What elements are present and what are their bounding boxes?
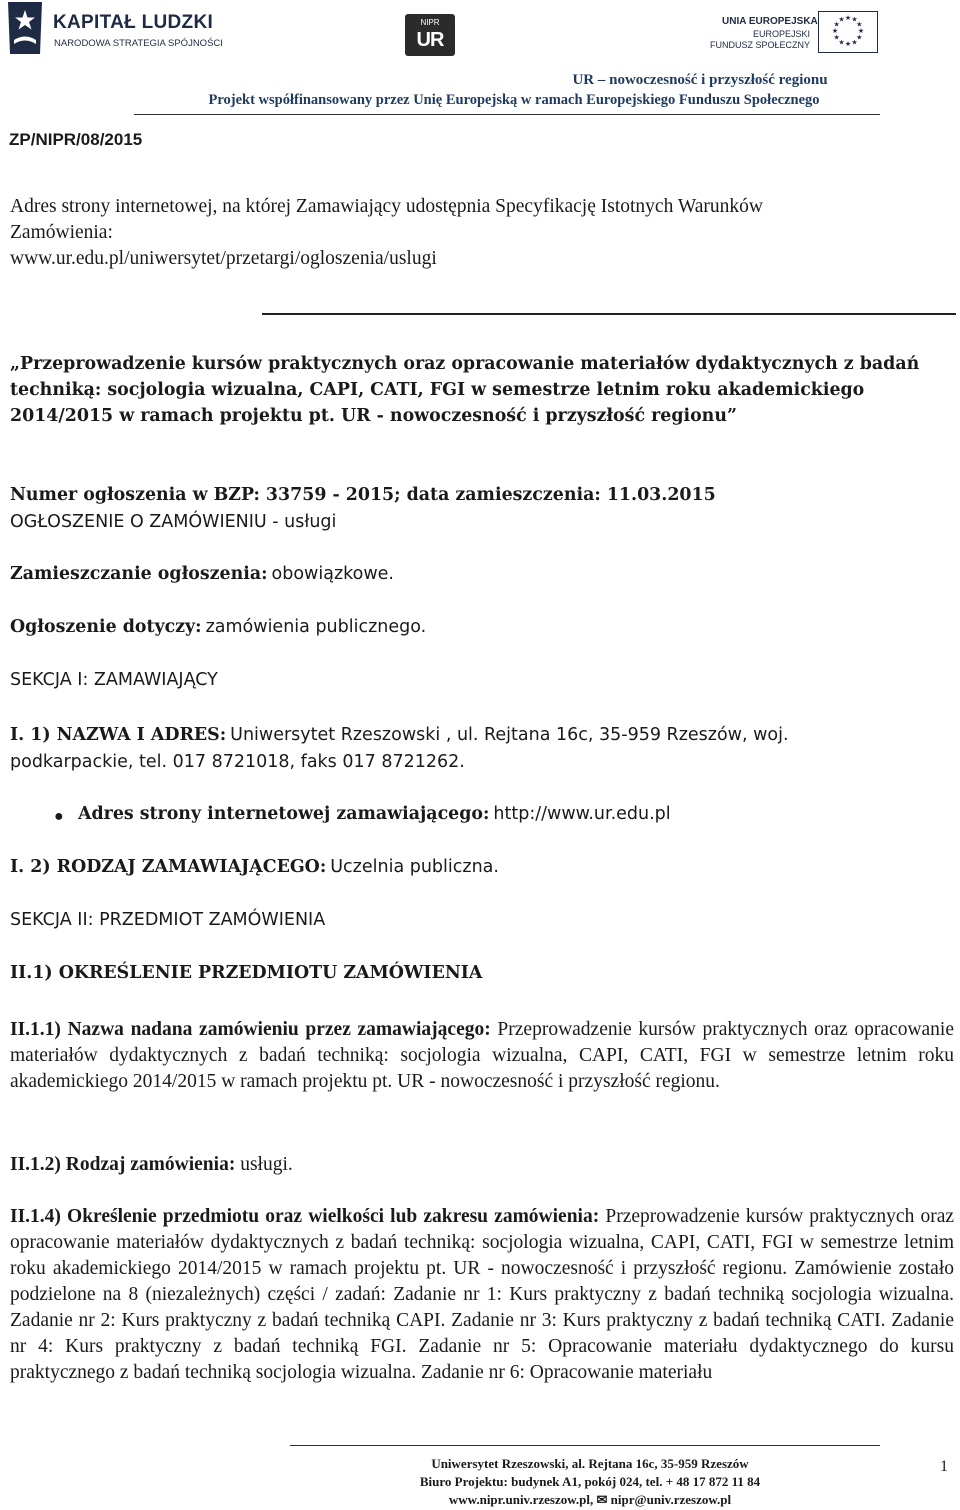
bzp-number: Numer ogłoszenia w BZP: 33759 - 2015; data zamieszczenia: 11.03.2015 — [10, 485, 716, 505]
svg-text:★: ★ — [857, 27, 865, 35]
page-number: 1 — [940, 1458, 948, 1475]
ii14-label: II.1.4) Określenie przedmiotu oraz wielkości lub zakresu zamówienia: — [10, 1206, 600, 1227]
svg-text:★: ★ — [838, 15, 845, 24]
siwz-intro-line2: Zamówienia: — [10, 222, 113, 243]
i1-value-continued: podkarpackie, tel. 017 8721018, faks 017 8721262. — [10, 752, 465, 772]
i2-label: I. 2) RODZAJ ZAMAWIAJĄCEGO: — [10, 857, 327, 877]
svg-text:★: ★ — [838, 38, 845, 47]
reference-number: ZP/NIPR/08/2015 — [9, 130, 143, 149]
eu-logo-line3: FUNDUSZ SPOŁECZNY — [709, 40, 810, 50]
project-name: UR – nowoczesność i przyszłość regionu — [572, 72, 828, 88]
concerns-label: Ogłoszenie dotyczy: — [10, 617, 202, 637]
concerns-row — [10, 617, 426, 637]
siwz-url-link[interactable]: www.ur.edu.pl/uniwersytet/przetargi/ogloszenia/uslugi — [10, 248, 437, 269]
ii1-heading: II.1) OKREŚLENIE PRZEDMIOTU ZAMÓWIENIA — [10, 963, 483, 983]
i2-row — [10, 857, 499, 877]
svg-text:★: ★ — [831, 27, 839, 35]
i2-value: Uczelnia publiczna. — [330, 857, 499, 877]
ii12-label: II.1.2) Rodzaj zamówienia: — [10, 1154, 236, 1175]
ii11-label: II.1.1) Nazwa nadana zamówieniu przez zamawiającego: — [10, 1019, 491, 1040]
svg-text:★: ★ — [851, 38, 858, 47]
svg-text:★: ★ — [833, 20, 840, 29]
i1-label: I. 1) NAZWA I ADRES: — [10, 725, 227, 745]
eu-logo-line2: EUROPEJSKI — [752, 29, 810, 39]
eu-flag-icon — [818, 11, 878, 53]
ii14-value: Przeprowadzenie kursów praktycznych oraz opracowanie materiałów dydaktycznych z badań techniką: socjologia wizualna, CAPI, CATI, FGI w semestrze letnim roku akademickiego 2014/2015 w ramach projektu pt. UR - nowoczesność i przyszłość regionu. Zamówienie zostało podzielone na 8 (niezależnych) części / zadań: Zadanie nr 1: Kurs praktyczny z badań techniką socjologia wizualna. Zadanie nr 2: Kurs praktyczny z badań techniką CAPI. Zadanie nr 3: Kurs praktyczny z badań techniką CATI. Zadanie nr 4: Kurs praktyczny z badań techniką FGI. Zadanie nr 5: Opracowanie materiału dydaktycznego do kursu praktycznego z badań techniką socjologia wizualna. Zadanie nr 6: Opracowanie materiału — [10, 1206, 955, 1383]
footer-contact — [280, 1492, 900, 1508]
placement-row — [10, 564, 394, 584]
website-link[interactable]: http://www.ur.edu.pl — [493, 804, 671, 824]
ii12-paragraph — [10, 1152, 954, 1178]
section-1-heading: SEKCJA I: ZAMAWIAJĄCY — [10, 670, 218, 690]
nipr-logo-label: NIPR — [420, 18, 440, 27]
concerns-value: zamówienia publicznego. — [205, 617, 427, 637]
footer-address: Uniwersytet Rzeszowski, al. Rejtana 16c, 35-959 Rzeszów — [431, 1456, 749, 1471]
svg-text:★: ★ — [844, 40, 852, 48]
header-divider — [134, 114, 880, 115]
ii14-paragraph — [10, 1204, 954, 1386]
website-label: Adres strony internetowej zamawiającego: — [78, 804, 490, 824]
svg-text:★: ★ — [833, 33, 840, 42]
ur-logo-label: UR — [416, 29, 444, 51]
eu-logo-line1: UNIA EUROPEJSKA — [722, 16, 818, 27]
placement-value: obowiązkowe. — [271, 564, 394, 584]
kapital-ludzki-subtitle: NARODOWA STRATEGIA SPÓJNOŚCI — [54, 38, 223, 49]
footer-email-link[interactable]: nipr@univ.rzeszow.pl — [610, 1492, 732, 1507]
bullet-icon: ● — [54, 808, 64, 825]
footer-divider — [290, 1445, 880, 1446]
mail-icon: ✉ — [596, 1492, 608, 1507]
i1-row — [10, 725, 789, 745]
section-2-heading: SEKCJA II: PRZEDMIOT ZAMÓWIENIA — [10, 910, 326, 930]
section-divider — [262, 313, 956, 315]
ii11-paragraph — [10, 1017, 954, 1095]
ii11-value: Przeprowadzenie kursów praktycznych oraz opracowanie materiałów dydaktycznych z badań techniką: socjologia wizualna, CAPI, CATI, FGI w semestrze letnim roku akademickiego 2014/2015 w ramach projektu pt. UR - nowoczesność i przyszłość regionu. — [10, 1019, 954, 1092]
kapital-ludzki-logo-icon — [4, 0, 46, 56]
kapital-ludzki-title: KAPITAŁ LUDZKI — [53, 12, 214, 33]
cofinancing-note: Projekt współfinansowany przez Unię Europejską w ramach Europejskiego Funduszu Społecznego — [208, 92, 820, 108]
svg-text:★: ★ — [851, 15, 858, 24]
footer-project-office: Biuro Projektu: budynek A1, pokój 024, tel. + 48 17 872 11 84 — [419, 1474, 761, 1489]
footer-website-link[interactable]: www.nipr.univ.rzeszow.pl, — [448, 1492, 594, 1507]
placement-label: Zamieszczanie ogłoszenia: — [10, 564, 268, 584]
i1-value: Uniwersytet Rzeszowski , ul. Rejtana 16c, 35-959 Rzeszów, woj. — [230, 725, 789, 745]
ii12-value: usługi. — [240, 1154, 293, 1175]
website-row — [78, 804, 671, 824]
notice-type: OGŁOSZENIE O ZAMÓWIENIU - usługi — [10, 512, 337, 532]
svg-text:★: ★ — [856, 33, 863, 42]
tender-title: „Przeprowadzenie kursów praktycznych oraz opracowanie materiałów dydaktycznych z badań techniką: socjologia wizualna, CAPI, CATI, FGI w semestrze letnim roku akademickiego 2014/2015 w ramach projektu pt. UR - nowoczesność i przyszłość regionu” — [10, 354, 920, 426]
svg-text:★: ★ — [856, 20, 863, 29]
siwz-intro-line1: Adres strony internetowej, na której Zamawiający udostępnia Specyfikację Istotnych Warunków — [10, 196, 763, 217]
svg-text:★: ★ — [844, 14, 852, 22]
